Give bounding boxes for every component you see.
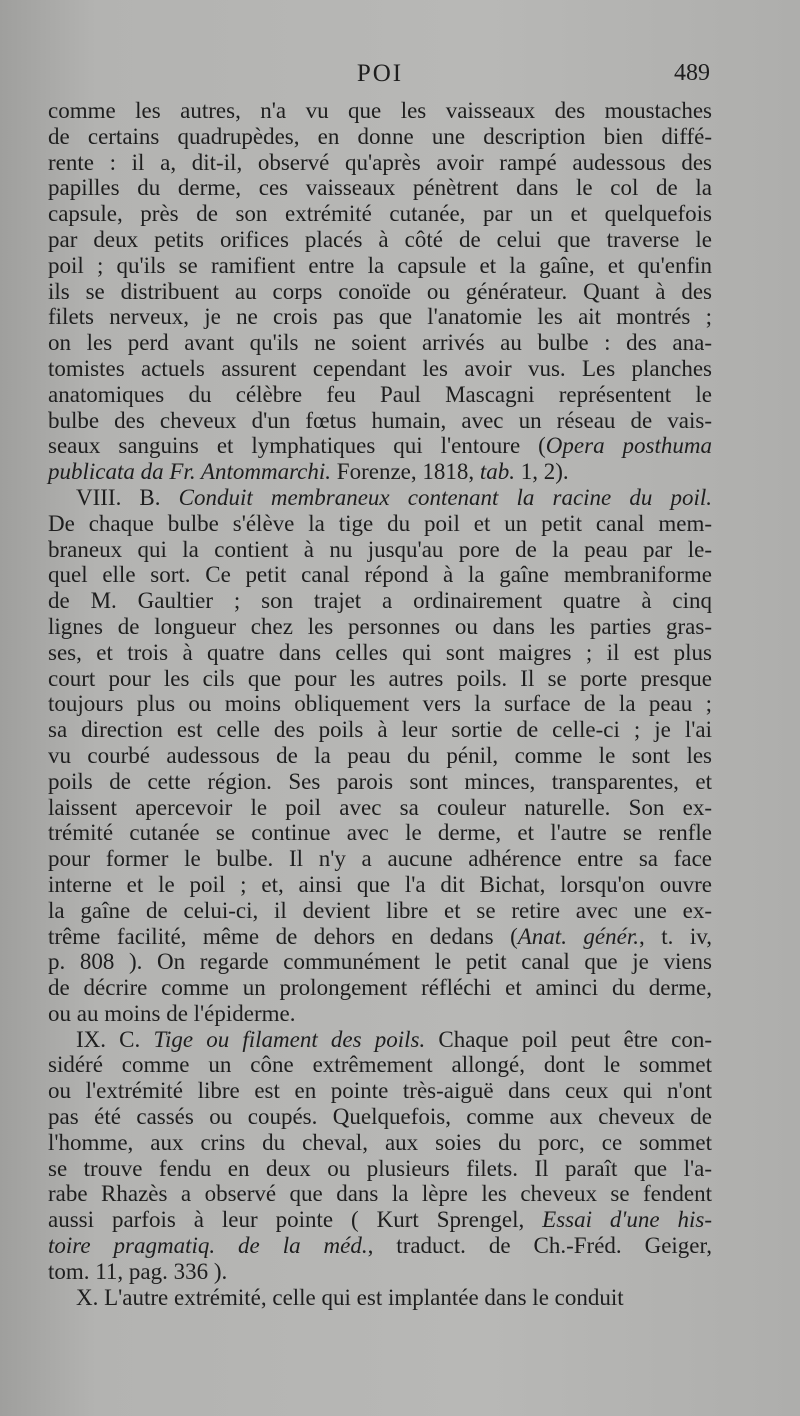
text-line (48, 485, 712, 511)
page-header (50, 60, 710, 100)
paragraph (48, 485, 712, 1027)
text-line (48, 975, 712, 1001)
text-run: pas été cassés ou coupés. Quelquefois, comme aux cheveux de (48, 1104, 712, 1130)
text-line (48, 614, 712, 640)
text-run: bulbe des cheveux d'un fœtus humain, avec un réseau de vais- (48, 407, 712, 433)
text-run: la gaîne de celui-ci, il devient libre et se retire avec une ex- (48, 897, 712, 923)
text-line (48, 1078, 712, 1104)
text-run: papilles du derme, ces vaisseaux pénètrent dans le col de la (48, 175, 712, 201)
text-line (48, 537, 712, 563)
text-run: braneux qui la contient à nu jusqu'au pore de la peau par le- (48, 536, 712, 562)
text-line (48, 562, 712, 588)
text-run: filets nerveux, je ne crois pas que l'anatomie les ait montrés ; (48, 304, 712, 330)
text-line (48, 1259, 712, 1285)
text-run: , traduct. de Ch.-Fréd. Geiger, (367, 1233, 712, 1259)
text-line (48, 691, 712, 717)
text-line (48, 459, 712, 485)
text-line (48, 820, 712, 846)
text-line (48, 1233, 712, 1259)
text-run: pour former le bulbe. Il n'y a aucune adhérence entre sa face (48, 846, 712, 872)
italic-text: Essai d'une his- (542, 1207, 712, 1233)
text-run: Forenze, 1818, (331, 459, 480, 485)
text-run: ou au moins de l'épiderme. (48, 1000, 296, 1026)
text-line (48, 1285, 712, 1311)
text-line (48, 1156, 712, 1182)
italic-text: Conduit membraneux contenant la racine du poil. (178, 484, 712, 510)
text-line (48, 898, 712, 924)
text-run: poils de cette région. Ses parois sont minces, transparentes, et (48, 768, 712, 794)
italic-text: Anat. génér. (517, 923, 639, 949)
italic-text: Opera posthuma (545, 433, 712, 459)
text-line (48, 98, 712, 124)
text-run: comme les autres, n'a vu que les vaisseaux des moustaches (48, 98, 712, 123)
text-run: IX. C. (76, 1026, 154, 1052)
text-run: on les perd avant qu'ils ne soient arrivés au bulbe : des ana- (48, 330, 712, 356)
text-line (48, 1207, 712, 1233)
text-run: anatomiques du célèbre feu Paul Mascagni représentent le (48, 381, 712, 407)
text-run: sidéré comme un cône extrêmement allongé, dont le sommet (48, 1052, 712, 1078)
text-line (48, 949, 712, 975)
page-number: 489 (674, 60, 710, 86)
text-run: par deux petits orifices placés à côté de celui que traverse le (48, 226, 712, 252)
text-line (48, 743, 712, 769)
text-line (48, 253, 712, 279)
text-run: poil ; qu'ils se ramifient entre la capsule et la gaîne, et qu'enfin (48, 252, 712, 278)
text-line (48, 795, 712, 821)
italic-text: tab. (479, 459, 515, 485)
text-run: interne et le poil ; et, ainsi que l'a dit Bichat, lorsqu'on ouvre (48, 871, 712, 897)
text-run: 1, 2). (515, 459, 569, 485)
text-run: capsule, près de son extrémité cutanée, par un et quelquefois (48, 201, 712, 227)
paragraph (48, 98, 712, 485)
text-run: vu courbé audessous de la peau du pénil, comme le sont les (48, 742, 712, 768)
italic-text: toire pragmatiq. de la méd. (48, 1233, 368, 1259)
text-run: VIII. B. (76, 484, 179, 510)
text-line (48, 124, 712, 150)
text-line (48, 511, 712, 537)
text-run: sa direction est celle des poils à leur sortie de celle-ci ; je l'ai (48, 717, 712, 743)
paragraph (48, 1027, 712, 1285)
text-line (48, 1104, 712, 1130)
italic-text: Tige ou filament des poils. (153, 1026, 426, 1052)
text-run: tomistes actuels assurent cependant les avoir vus. Les planches (48, 355, 712, 381)
text-line (48, 175, 712, 201)
text-run: court pour les cils que pour les autres poils. Il se porte presque (48, 665, 712, 691)
text-line (48, 1181, 712, 1207)
text-line (48, 769, 712, 795)
text-line (48, 717, 712, 743)
paragraph (48, 1285, 712, 1311)
text-line (48, 1052, 712, 1078)
text-run: de M. Gaultier ; son trajet a ordinairement quatre à cinq (48, 588, 712, 614)
text-run: trémité cutanée se continue avec le derme, et l'autre se renfle (48, 820, 712, 846)
text-run: ils se distribuent au corps conoïde ou générateur. Quant à des (48, 278, 712, 304)
text-line (48, 872, 712, 898)
text-run: rente : il a, dit-il, observé qu'après avoir rampé audessous des (48, 149, 712, 175)
text-line (48, 279, 712, 305)
text-line (48, 640, 712, 666)
text-run: Chaque poil peut être con- (425, 1026, 712, 1052)
text-run: ou l'extrémité libre est en pointe très-aiguë dans ceux qui n'ont (48, 1078, 712, 1104)
text-run: toujours plus ou moins obliquement vers la surface de la peau ; (48, 691, 712, 717)
text-line (48, 1130, 712, 1156)
text-run: se trouve fendu en deux ou plusieurs filets. Il paraît que l'a- (48, 1155, 712, 1181)
text-run: rabe Rhazès a observé que dans la lèpre les cheveux se fendent (48, 1181, 712, 1207)
text-line (48, 408, 712, 434)
text-line (48, 150, 712, 176)
text-line (48, 356, 712, 382)
text-line (48, 201, 712, 227)
text-run: trême facilité, même de dehors en dedans ( (48, 923, 518, 949)
text-line (48, 846, 712, 872)
text-run: X. L'autre extrémité, celle qui est implantée dans le conduit (76, 1284, 624, 1310)
text-run: , t. iv, (638, 923, 712, 949)
text-run: lignes de longueur chez les personnes ou dans les parties gras- (48, 613, 712, 639)
italic-text: publicata da Fr. Antommarchi. (48, 459, 332, 485)
running-head: POI (356, 60, 404, 87)
text-line (48, 1001, 712, 1027)
text-run: tom. 11, pag. 336 ). (48, 1258, 228, 1284)
text-line (48, 924, 712, 950)
text-run: de certains quadrupèdes, en donne une description bien diffé- (48, 123, 712, 149)
text-line (48, 227, 712, 253)
text-run: laissent apercevoir le poil avec sa couleur naturelle. Son ex- (48, 794, 712, 820)
text-run: p. 808 ). On regarde communément le petit canal que je viens (48, 949, 712, 975)
text-run: aussi parfois à leur pointe ( Kurt Sprengel, (48, 1207, 543, 1233)
text-run: l'homme, aux crins du cheval, aux soies du porc, ce sommet (48, 1129, 712, 1155)
text-line (48, 433, 712, 459)
text-line (48, 588, 712, 614)
text-line (48, 304, 712, 330)
text-run: De chaque bulbe s'élève la tige du poil et un petit canal mem- (48, 510, 712, 536)
text-run: ses, et trois à quatre dans celles qui sont maigres ; il est plus (48, 639, 712, 665)
text-run: de décrire comme un prolongement réfléchi et aminci du derme, (48, 975, 712, 1001)
text-line (48, 330, 712, 356)
body-text (48, 98, 712, 1310)
text-line (48, 666, 712, 692)
text-line (48, 382, 712, 408)
text-line (48, 1027, 712, 1053)
text-run: quel elle sort. Ce petit canal répond à la gaîne membraniforme (48, 562, 712, 588)
text-run: seaux sanguins et lymphatiques qui l'entoure ( (48, 433, 546, 459)
